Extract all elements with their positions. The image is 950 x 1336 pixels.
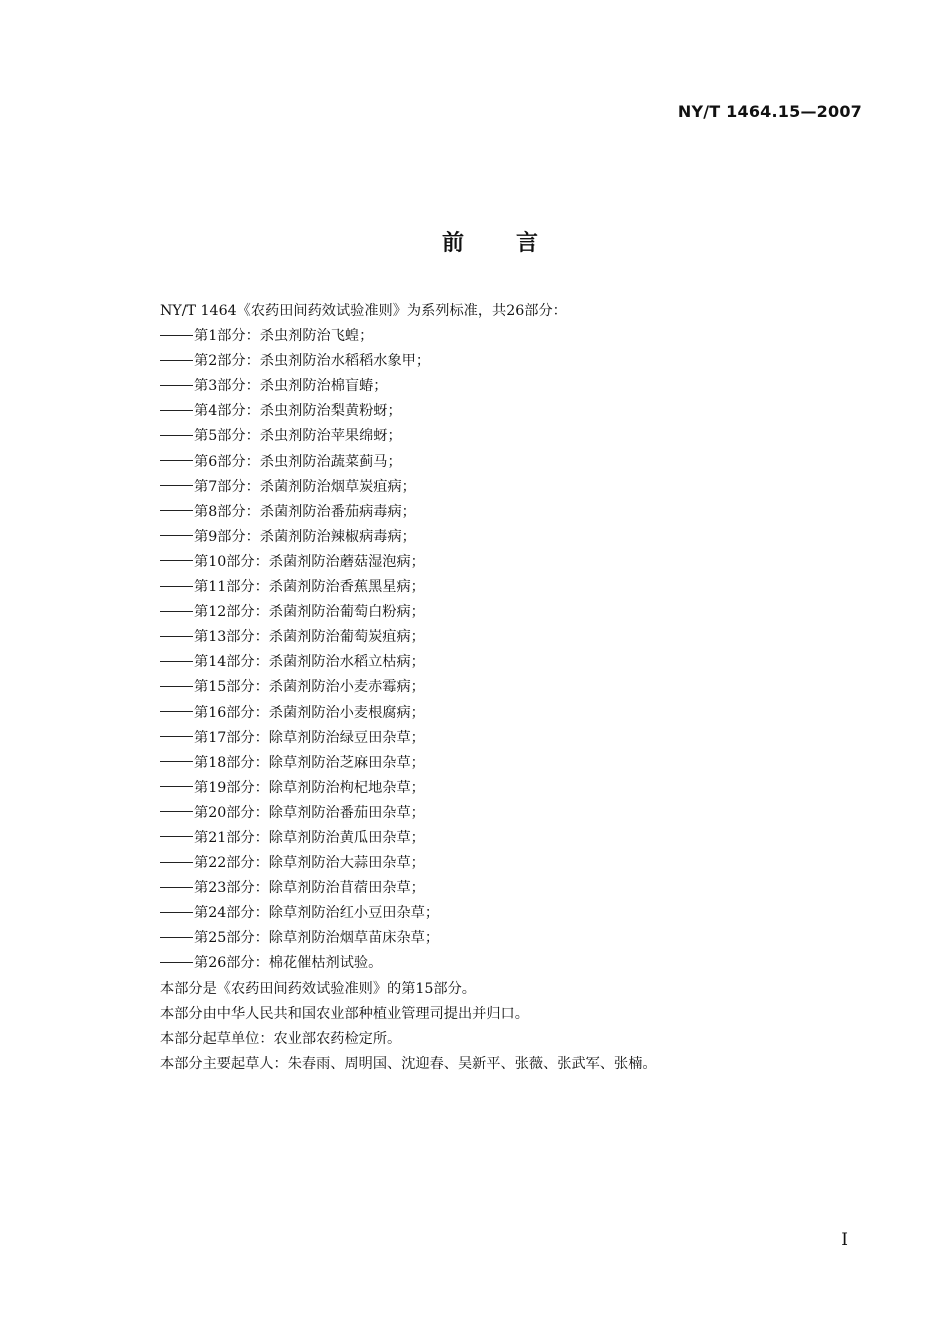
- part-list-item-text: 第10部分：杀菌剂防治蘑菇湿泡病；: [194, 553, 425, 570]
- em-dash-marker: [160, 560, 193, 561]
- em-dash-marker: [160, 485, 193, 486]
- part-list-item: [160, 550, 860, 575]
- part-list-item-text: 第11部分：杀菌剂防治香蕉黑星病；: [194, 579, 425, 596]
- part-list-item-text: 第6部分：杀虫剂防治蔬菜蓟马；: [194, 453, 402, 470]
- em-dash-marker: [160, 937, 193, 938]
- em-dash-marker: [160, 862, 193, 863]
- part-list-item-text: 第16部分：杀菌剂防治小麦根腐病；: [194, 704, 425, 721]
- part-list-item: [160, 575, 860, 600]
- em-dash-marker: [160, 535, 193, 536]
- em-dash-marker: [160, 435, 193, 436]
- part-list-item-text: 第17部分：除草剂防治绿豆田杂草；: [194, 729, 425, 746]
- notes-list: [160, 977, 860, 1077]
- part-list-item: [160, 650, 860, 675]
- em-dash-marker: [160, 460, 193, 461]
- part-list-item-text: 第14部分：杀菌剂防治水稻立枯病；: [194, 654, 425, 671]
- em-dash-marker: [160, 611, 193, 612]
- em-dash-marker: [160, 661, 193, 662]
- part-list-item: [160, 851, 860, 876]
- part-list-item: [160, 801, 860, 826]
- part-list-item-text: 第5部分：杀虫剂防治苹果绵蚜；: [194, 428, 402, 445]
- part-list-item-text: 第9部分：杀菌剂防治辣椒病毒病；: [194, 528, 416, 545]
- part-list-item: [160, 675, 860, 700]
- em-dash-marker: [160, 686, 193, 687]
- note-paragraph: 本部分由中华人民共和国农业部种植业管理司提出并归口。: [160, 1005, 529, 1022]
- part-list-item-text: 第8部分：杀菌剂防治番茄病毒病；: [194, 503, 416, 520]
- intro-line: NY/T 1464《农药田间药效试验准则》为系列标准，共26部分：: [160, 303, 567, 319]
- part-list-item-text: 第13部分：杀菌剂防治葡萄炭疽病；: [194, 629, 425, 646]
- em-dash-marker: [160, 912, 193, 913]
- em-dash-marker: [160, 836, 193, 837]
- part-list-item: [160, 625, 860, 650]
- part-list-item-text: 第3部分：杀虫剂防治棉盲蝽；: [194, 378, 388, 395]
- part-list-item: [160, 374, 860, 399]
- em-dash-marker: [160, 811, 193, 812]
- foreword-body: [160, 299, 860, 1077]
- part-list-item: [160, 600, 860, 625]
- part-list-item-text: 第18部分：除草剂防治芝麻田杂草；: [194, 754, 425, 771]
- part-list-item-text: 第12部分：杀菌剂防治葡萄白粉病；: [194, 604, 425, 621]
- part-list-item: [160, 751, 860, 776]
- part-list-item: [160, 399, 860, 424]
- part-list-item: [160, 450, 860, 475]
- em-dash-marker: [160, 410, 193, 411]
- page-title: 前言: [441, 231, 590, 256]
- note-paragraph: 本部分是《农药田间药效试验准则》的第15部分。: [160, 980, 476, 997]
- em-dash-marker: [160, 335, 193, 336]
- part-list-item: [160, 525, 860, 550]
- part-list-item-text: 第19部分：除草剂防治枸杞地杂草；: [194, 779, 425, 796]
- part-list-item: [160, 324, 860, 349]
- part-list-item-text: 第24部分：除草剂防治红小豆田杂草；: [194, 905, 440, 922]
- part-list-item-text: 第23部分：除草剂防治苜蓿田杂草；: [194, 880, 425, 897]
- part-list-item: [160, 424, 860, 449]
- part-list-item-text: 第25部分：除草剂防治烟草苗床杂草；: [194, 930, 440, 947]
- part-list-item-text: 第22部分：除草剂防治大蒜田杂草；: [194, 855, 425, 872]
- part-list-item: [160, 926, 860, 951]
- em-dash-marker: [160, 736, 193, 737]
- em-dash-marker: [160, 962, 193, 963]
- em-dash-marker: [160, 887, 193, 888]
- part-list-item: [160, 776, 860, 801]
- part-list-item: [160, 475, 860, 500]
- part-list-item-text: 第15部分：杀菌剂防治小麦赤霉病；: [194, 679, 425, 696]
- parts-list: [160, 324, 860, 976]
- em-dash-marker: [160, 761, 193, 762]
- em-dash-marker: [160, 385, 193, 386]
- part-list-item: [160, 876, 860, 901]
- part-list-item-text: 第1部分：杀虫剂防治飞蝗；: [194, 328, 374, 345]
- part-list-item: [160, 349, 860, 374]
- em-dash-marker: [160, 586, 193, 587]
- em-dash-marker: [160, 786, 193, 787]
- part-list-item-text: 第20部分：除草剂防治番茄田杂草；: [194, 804, 425, 821]
- part-list-item-text: 第4部分：杀虫剂防治梨黄粉蚜；: [194, 403, 402, 420]
- em-dash-marker: [160, 636, 193, 637]
- standard-code: NY/T 1464.15—2007: [677, 102, 862, 121]
- em-dash-marker: [160, 510, 193, 511]
- part-list-item: [160, 726, 860, 751]
- part-list-item: [160, 901, 860, 926]
- note-paragraph: 本部分主要起草人：朱春雨、周明国、沈迎春、吴新平、张薇、张武军、张楠。: [160, 1055, 657, 1072]
- part-list-item: [160, 500, 860, 525]
- part-list-item: [160, 951, 860, 976]
- em-dash-marker: [160, 711, 193, 712]
- part-list-item-text: 第7部分：杀菌剂防治烟草炭疽病；: [194, 478, 416, 495]
- part-list-item-text: 第26部分：棉花催枯剂试验。: [194, 955, 383, 972]
- page-number: I: [841, 1230, 848, 1250]
- part-list-item-text: 第21部分：除草剂防治黄瓜田杂草；: [194, 829, 425, 846]
- part-list-item: [160, 826, 860, 851]
- part-list-item-text: 第2部分：杀虫剂防治水稻稻水象甲；: [194, 353, 431, 370]
- em-dash-marker: [160, 360, 193, 361]
- part-list-item: [160, 701, 860, 726]
- note-paragraph: 本部分起草单位：农业部农药检定所。: [160, 1030, 402, 1047]
